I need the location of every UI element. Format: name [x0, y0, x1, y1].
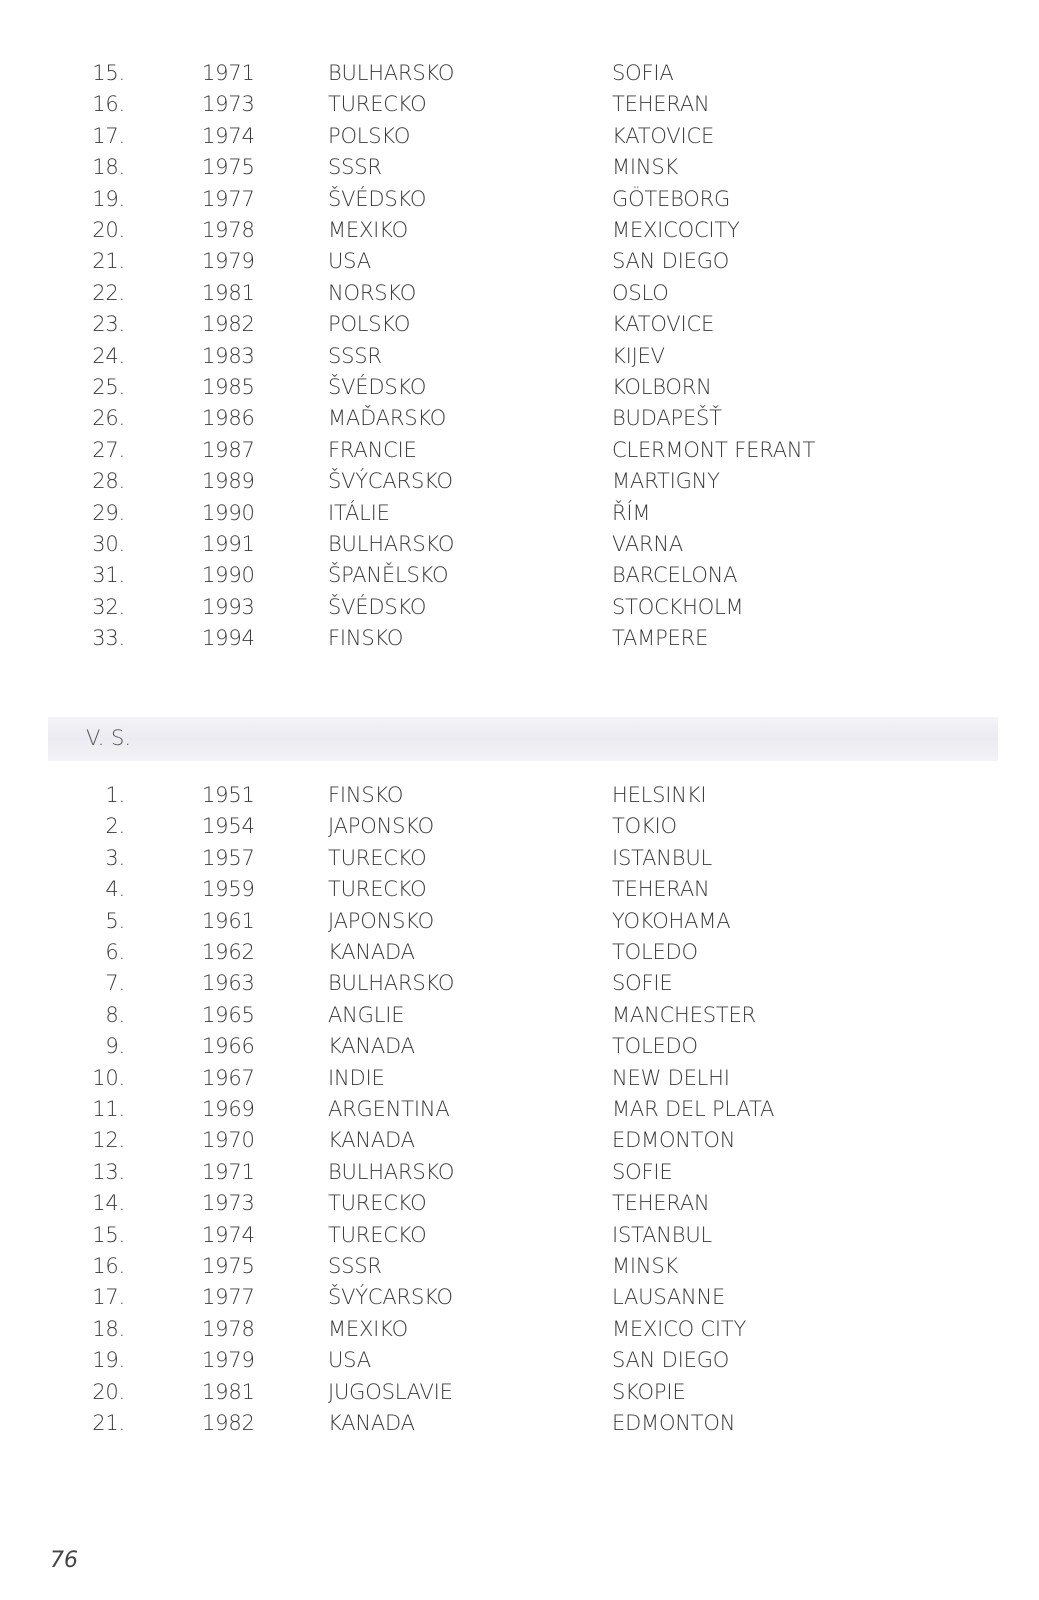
row-country: INDIE [328, 1065, 385, 1090]
row-country: TURECKO [328, 877, 427, 902]
section-label: V. S. [86, 726, 132, 750]
row-year: 1975 [202, 155, 255, 180]
row-country: KANADA [328, 1411, 415, 1435]
row-country: FINSKO [328, 783, 404, 807]
table-row [0, 592, 1039, 623]
row-country: JAPONSKO [328, 814, 434, 839]
row-city: ISTANBUL [612, 845, 713, 870]
table-row [0, 1345, 1039, 1376]
row-country: SSSR [328, 1254, 382, 1278]
row-country: ŠVÝCARSKO [328, 469, 453, 494]
row-number: 12. [92, 1128, 125, 1153]
row-city: TEHERAN [612, 1191, 710, 1216]
row-year: 1985 [202, 375, 255, 399]
row-number: 3. [105, 845, 125, 870]
row-country: TURECKO [328, 1191, 427, 1216]
row-city: HELSINKI [612, 783, 707, 807]
row-year: 1963 [202, 971, 255, 996]
table-row [0, 937, 1039, 968]
row-number: 17. [92, 1285, 125, 1310]
row-year: 1991 [202, 532, 255, 556]
table-row [0, 1408, 1039, 1439]
row-year: 1966 [202, 1034, 255, 1059]
row-country: FINSKO [328, 626, 404, 651]
table-row [0, 1063, 1039, 1094]
row-city: ŘÍM [612, 500, 651, 525]
row-city: TEHERAN [612, 877, 710, 902]
row-number: 9. [105, 1034, 125, 1059]
row-number: 10. [92, 1065, 125, 1090]
row-year: 1987 [202, 437, 255, 462]
row-number: 27. [92, 437, 125, 462]
table-row [0, 89, 1039, 120]
row-country: ŠVÉDSKO [328, 186, 427, 211]
table-row [0, 560, 1039, 591]
row-number: 16. [92, 1254, 125, 1278]
table-row [0, 372, 1039, 403]
row-city: NEW DELHI [612, 1065, 730, 1090]
row-country: KANADA [328, 940, 415, 964]
row-year: 1977 [202, 186, 255, 211]
table-row [0, 968, 1039, 999]
row-number: 18. [92, 155, 125, 180]
row-year: 1981 [202, 1379, 255, 1404]
row-number: 6. [105, 940, 125, 964]
row-number: 2. [105, 814, 125, 839]
row-year: 1990 [202, 563, 255, 588]
row-city: TAMPERE [612, 626, 709, 651]
table-row [0, 874, 1039, 905]
row-country: POLSKO [328, 123, 411, 148]
row-city: TOKIO [612, 814, 677, 839]
row-number: 20. [92, 1379, 125, 1404]
row-country: BULHARSKO [328, 971, 455, 996]
row-city: SAN DIEGO [612, 1348, 730, 1373]
section-band [48, 717, 998, 761]
row-number: 28. [92, 469, 125, 494]
row-city: SKOPIE [612, 1379, 686, 1404]
table-row [0, 1125, 1039, 1156]
row-country: ŠVÉDSKO [328, 594, 427, 619]
row-city: KIJEV [612, 343, 665, 368]
row-year: 1969 [202, 1097, 255, 1121]
row-number: 26. [92, 406, 125, 431]
row-city: KATOVICE [612, 123, 715, 148]
table-row [0, 529, 1039, 560]
row-city: MAR DEL PLATA [612, 1097, 775, 1121]
row-city: MEXICO CITY [612, 1316, 747, 1341]
table-row [0, 1000, 1039, 1031]
row-country: TURECKO [328, 845, 427, 870]
row-number: 4. [105, 877, 125, 902]
row-city: MINSK [612, 1254, 679, 1278]
row-number: 5. [105, 908, 125, 933]
table-row [0, 1094, 1039, 1125]
row-year: 1993 [202, 594, 255, 619]
row-year: 1970 [202, 1128, 255, 1153]
row-number: 16. [92, 92, 125, 117]
table-row [0, 58, 1039, 89]
row-year: 1994 [202, 626, 255, 651]
row-city: MARTIGNY [612, 469, 720, 494]
row-year: 1973 [202, 92, 255, 117]
row-country: ARGENTINA [328, 1097, 450, 1121]
row-number: 33. [92, 626, 125, 651]
row-number: 15. [92, 61, 125, 85]
row-city: MANCHESTER [612, 1002, 756, 1027]
row-number: 31. [92, 563, 125, 588]
table-row [0, 341, 1039, 372]
row-city: YOKOHAMA [612, 908, 731, 933]
table-row [0, 246, 1039, 277]
page-number: 76 [50, 1548, 78, 1573]
table-row [0, 1377, 1039, 1408]
row-number: 13. [92, 1159, 125, 1184]
row-number: 21. [92, 249, 125, 274]
row-year: 1971 [202, 61, 255, 85]
row-year: 1978 [202, 218, 255, 242]
table-row [0, 906, 1039, 937]
row-country: BULHARSKO [328, 532, 455, 556]
row-city: LAUSANNE [612, 1285, 726, 1310]
table-row [0, 1282, 1039, 1313]
row-country: ŠPANĚLSKO [328, 563, 449, 588]
row-number: 23. [92, 312, 125, 337]
row-number: 15. [92, 1222, 125, 1247]
row-year: 1974 [202, 1222, 255, 1247]
row-number: 7. [105, 971, 125, 996]
row-year: 1978 [202, 1316, 255, 1341]
row-number: 11. [92, 1097, 125, 1121]
row-year: 1954 [202, 814, 255, 839]
row-country: ŠVÉDSKO [328, 375, 427, 399]
row-city: STOCKHOLM [612, 594, 744, 619]
row-country: BULHARSKO [328, 61, 455, 85]
row-year: 1967 [202, 1065, 255, 1090]
table-row [0, 215, 1039, 246]
row-year: 1990 [202, 500, 255, 525]
table-row [0, 121, 1039, 152]
row-country: ANGLIE [328, 1002, 405, 1027]
row-year: 1979 [202, 249, 255, 274]
table-row [0, 1314, 1039, 1345]
row-city: VARNA [612, 532, 684, 556]
table-row [0, 811, 1039, 842]
row-city: SOFIA [612, 61, 674, 85]
row-city: EDMONTON [612, 1128, 736, 1153]
row-country: USA [328, 1348, 371, 1373]
row-country: SSSR [328, 343, 382, 368]
table-row [0, 623, 1039, 654]
row-country: TURECKO [328, 1222, 427, 1247]
row-year: 1974 [202, 123, 255, 148]
row-year: 1979 [202, 1348, 255, 1373]
row-number: 14. [92, 1191, 125, 1216]
row-country: SSSR [328, 155, 382, 180]
row-year: 1986 [202, 406, 255, 431]
row-country: NORSKO [328, 280, 417, 305]
row-number: 8. [105, 1002, 125, 1027]
row-country: TURECKO [328, 92, 427, 117]
table-row [0, 1220, 1039, 1251]
row-country: MAĎARSKO [328, 406, 447, 431]
row-city: ISTANBUL [612, 1222, 713, 1247]
row-number: 22. [92, 280, 125, 305]
table-row [0, 184, 1039, 215]
row-year: 1973 [202, 1191, 255, 1216]
table-row [0, 403, 1039, 434]
row-year: 1975 [202, 1254, 255, 1278]
table-row [0, 1188, 1039, 1219]
row-number: 19. [92, 1348, 125, 1373]
row-year: 1959 [202, 877, 255, 902]
row-country: USA [328, 249, 371, 274]
row-city: KATOVICE [612, 312, 715, 337]
row-year: 1957 [202, 845, 255, 870]
row-year: 1962 [202, 940, 255, 964]
row-city: SOFIE [612, 971, 673, 996]
row-number: 20. [92, 218, 125, 242]
row-city: MEXICOCITY [612, 218, 740, 242]
row-country: JUGOSLAVIE [328, 1379, 453, 1404]
table-row [0, 498, 1039, 529]
table-row [0, 152, 1039, 183]
row-number: 25. [92, 375, 125, 399]
row-city: SOFIE [612, 1159, 673, 1184]
row-country: MEXIKO [328, 1316, 408, 1341]
table-row [0, 1157, 1039, 1188]
row-country: ITÁLIE [328, 500, 390, 525]
table-row [0, 309, 1039, 340]
row-city: BARCELONA [612, 563, 738, 588]
row-number: 24. [92, 343, 125, 368]
row-country: POLSKO [328, 312, 411, 337]
row-country: BULHARSKO [328, 1159, 455, 1184]
row-country: KANADA [328, 1128, 415, 1153]
row-city: SAN DIEGO [612, 249, 730, 274]
row-city: EDMONTON [612, 1411, 736, 1435]
row-number: 21. [92, 1411, 125, 1435]
table-row [0, 843, 1039, 874]
row-city: CLERMONT FERANT [612, 437, 816, 462]
row-year: 1961 [202, 908, 255, 933]
row-city: TOLEDO [612, 1034, 698, 1059]
row-year: 1971 [202, 1159, 255, 1184]
row-number: 30. [92, 532, 125, 556]
row-year: 1965 [202, 1002, 255, 1027]
row-year: 1989 [202, 469, 255, 494]
row-city: TOLEDO [612, 940, 698, 964]
row-number: 17. [92, 123, 125, 148]
row-country: KANADA [328, 1034, 415, 1059]
row-year: 1982 [202, 312, 255, 337]
row-number: 29. [92, 500, 125, 525]
row-number: 18. [92, 1316, 125, 1341]
row-country: JAPONSKO [328, 908, 434, 933]
row-city: GÖTEBORG [612, 186, 731, 211]
row-year: 1983 [202, 343, 255, 368]
row-year: 1981 [202, 280, 255, 305]
table-row [0, 435, 1039, 466]
row-city: BUDAPEŠŤ [612, 406, 722, 431]
table-row [0, 780, 1039, 811]
row-number: 19. [92, 186, 125, 211]
table-row [0, 1031, 1039, 1062]
row-country: ŠVÝCARSKO [328, 1285, 453, 1310]
row-year: 1951 [202, 783, 255, 807]
row-country: MEXIKO [328, 218, 408, 242]
row-number: 32. [92, 594, 125, 619]
table-row [0, 278, 1039, 309]
table-row [0, 466, 1039, 497]
row-city: MINSK [612, 155, 679, 180]
row-year: 1982 [202, 1411, 255, 1435]
row-city: OSLO [612, 280, 669, 305]
row-number: 1. [105, 783, 125, 807]
table-row [0, 1251, 1039, 1282]
row-year: 1977 [202, 1285, 255, 1310]
row-city: KOLBORN [612, 375, 712, 399]
row-city: TEHERAN [612, 92, 710, 117]
row-country: FRANCIE [328, 437, 417, 462]
